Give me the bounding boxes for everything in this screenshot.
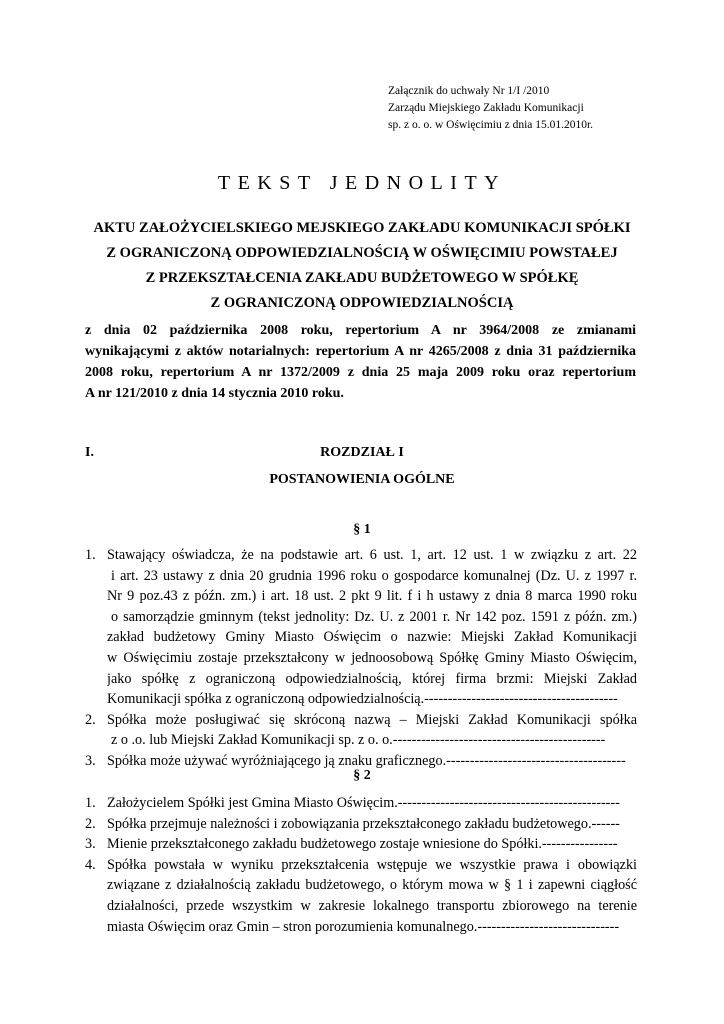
item-number: 3.: [85, 836, 96, 853]
attachment-line: sp. z o. o. w Oświęcimiu z dnia 15.01.2010r.: [388, 119, 594, 131]
document-title: TEKST JEDNOLITY: [217, 172, 507, 194]
item-line: w Oświęcimiu zostaje przekształcony w jednoosobową Spółkę Gminy Miasto Oświęcim,: [107, 649, 637, 666]
chapter-number: I.: [85, 445, 94, 460]
item-line: Spółka powstała w wyniku przekształcenia wstępuje we wszystkie prawa i obowiązki: [107, 856, 637, 873]
item-line: Stawający oświadcza, że na podstawie art. 6 ust. 1, art. 12 ust. 1 w związku z art. 22: [107, 547, 637, 563]
item-number: 4.: [85, 856, 96, 873]
section-heading: § 1: [353, 522, 371, 537]
attachment-line: Zarządu Miejskiego Zakładu Komunikacji: [388, 102, 584, 114]
item-line: Komunikacji spółka z ograniczoną odpowiedzialnością.-----------------------------------------: [107, 691, 618, 708]
item-number: 1.: [85, 795, 96, 811]
item-line: związane z działalnością zakładu budżetowego, o którym mowa w § 1 i zapewni ciągłość: [107, 877, 637, 894]
item-line: działalności, przede wszystkim w zakresie lokalnego transportu zbiorowego na terenie: [107, 897, 637, 914]
item-number: 2.: [85, 711, 96, 728]
document-subtitle: [84, 216, 640, 316]
section-items: [85, 793, 637, 937]
item-line: zakład budżetowy Gminy Miasto Oświęcim o nazwie: Miejski Zakład Komunikacji: [107, 629, 637, 646]
item-line: o samorządzie gminnym (tekst jednolity: Dz. U. z 2001 r. Nr 142 poz. 1591 z późn. zm.): [111, 608, 637, 625]
item-number: 1.: [85, 547, 96, 563]
item-line: miasta Oświęcim oraz Gmin – stron porozumienia komunalnego.------------------------------: [107, 918, 620, 935]
list-item: [85, 793, 637, 814]
list-item: [85, 834, 637, 855]
dates-line: z dnia 02 października 2008 roku, repertorium A nr 3964/2008 ze zmianami: [85, 323, 636, 338]
item-line: Nr 9 poz.43 z późn. zm.) i art. 18 ust. 2 pkt 9 lit. f i h ustawy z dnia 8 marca 1990 roku: [107, 588, 637, 605]
chapter-title: ROZDZIAŁ I: [320, 445, 404, 460]
dates-line: A nr 121/2010 z dnia 14 stycznia 2010 roku.: [85, 386, 344, 401]
item-line: jako spółkę z ograniczoną odpowiedzialnością, której firma brzmi: Miejski Zakład: [107, 670, 637, 687]
subtitle-line: Z OGRANICZONĄ ODPOWIEDZIALNOŚCIĄ: [210, 295, 514, 311]
item-line: Spółka może posługiwać się skróconą nazwą – Miejski Zakład Komunikacji spółka: [107, 711, 637, 728]
dates-line: 2008 roku, repertorium A nr 1372/2009 z dnia 25 maja 2009 roku oraz repertorium: [85, 365, 636, 380]
item-line: Spółka przejmuje należności i zobowiązania przekształconego zakładu budżetowego.------: [107, 815, 620, 832]
section-items: [85, 545, 637, 772]
subtitle-line: Z OGRANICZONĄ ODPOWIEDZIALNOŚCIĄ W OŚWIĘCIMIU POWSTAŁEJ: [106, 245, 618, 261]
list-item: [85, 710, 637, 751]
attachment-line: Załącznik do uchwały Nr 1/I /2010: [388, 85, 550, 97]
dates-line: wynikającymi z aktów notarialnych: repertorium A nr 4265/2008 z dnia 31 października: [85, 344, 636, 359]
item-line: Spółka może używać wyróżniającego ją znaku graficznego.--------------------------------------: [107, 752, 626, 769]
item-number: 3.: [85, 752, 96, 769]
item-line: Założycielem Spółki jest Gmina Miasto Oświęcim.-----------------------------------------------: [107, 795, 620, 811]
chapter-subtitle: POSTANOWIENIA OGÓLNE: [269, 472, 455, 487]
attachment-note: [388, 83, 593, 134]
item-number: 2.: [85, 815, 96, 832]
item-line: Mienie przekształconego zakładu budżetowego zostaje wniesione do Spółki.----------------: [107, 836, 618, 853]
list-item: [85, 855, 637, 937]
item-line: z o .o. lub Miejski Zakład Komunikacji sp. z o. o.---------------------------------------------: [111, 732, 606, 749]
list-item: [85, 814, 637, 835]
item-line: i art. 23 ustawy z dnia 20 grudnia 1996 roku o gospodarce komunalnej (Dz. U. z 1997 r.: [111, 567, 637, 584]
amendment-dates: [85, 320, 636, 404]
subtitle-line: AKTU ZAŁOŻYCIELSKIEGO MEJSKIEGO ZAKŁADU KOMUNIKACJI SPÓŁKI: [93, 220, 631, 236]
list-item: [85, 545, 637, 710]
subtitle-line: Z PRZEKSZTAŁCENIA ZAKŁADU BUDŻETOWEGO W SPÓŁKĘ: [145, 270, 579, 286]
section-heading: § 2: [353, 768, 371, 783]
